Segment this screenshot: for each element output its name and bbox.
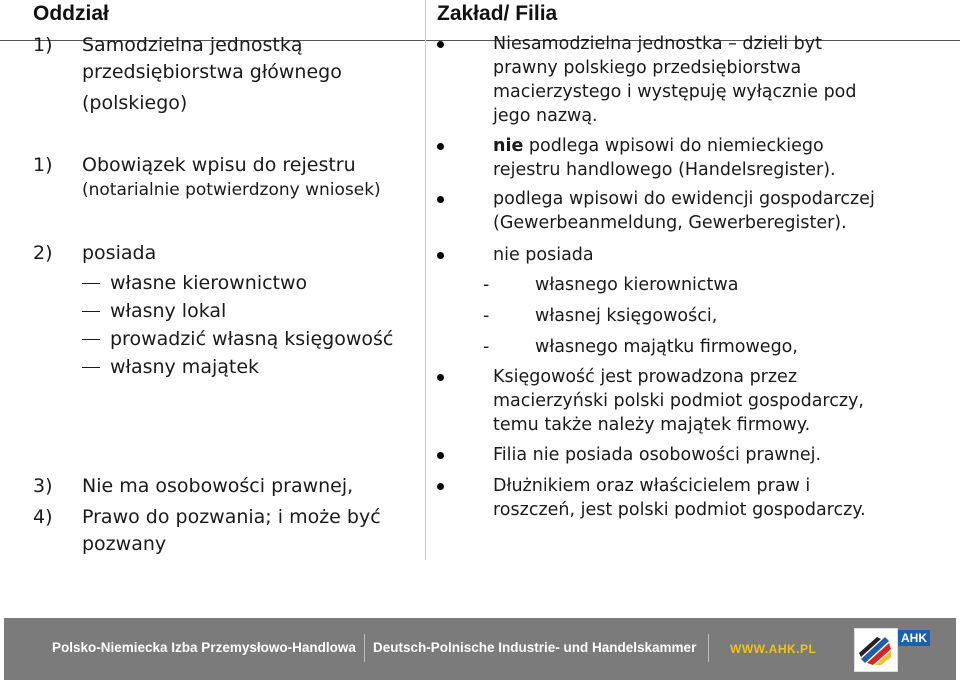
left-item-2-line-1: Obowiązek wpisu do rejestru bbox=[82, 154, 356, 176]
left-sub-item-3: prowadzić własną księgowość bbox=[110, 328, 394, 350]
left-item-2-number: 1) bbox=[33, 154, 53, 176]
ahk-logo-icon bbox=[854, 628, 898, 672]
left-item-4-text: Nie ma osobowości prawnej, bbox=[82, 475, 354, 497]
dash-icon bbox=[82, 311, 100, 312]
right-item-3-line-1: podlega wpisowi do ewidencji gospodarczej bbox=[493, 189, 875, 209]
left-item-5-number: 4) bbox=[33, 506, 53, 528]
footer-separator bbox=[364, 634, 365, 662]
bullet-icon bbox=[437, 483, 444, 490]
bullet-icon bbox=[437, 196, 444, 203]
left-item-1-number: 1) bbox=[33, 34, 53, 56]
right-sub-item-1: własnego kierownictwa bbox=[535, 275, 739, 295]
footer-polish-chamber-name: Polsko-Niemiecka Izba Przemysłowo-Handlowa bbox=[52, 640, 356, 655]
left-item-4-number: 3) bbox=[33, 475, 53, 497]
footer-german-chamber-name: Deutsch-Polnische Industrie- und Handelskammer bbox=[373, 640, 697, 655]
dash-icon bbox=[82, 339, 100, 340]
left-sub-item-1: własne kierownictwo bbox=[110, 272, 308, 294]
footer-bar bbox=[4, 618, 956, 680]
left-item-3-number: 2) bbox=[33, 242, 53, 264]
left-sub-item-2: własny lokal bbox=[110, 300, 227, 322]
right-sub-item-3: własnego majątku firmowego, bbox=[535, 337, 798, 357]
left-item-2-line-2: (notarialnie potwierdzony wniosek) bbox=[82, 180, 381, 200]
right-item-1-line-3: macierzystego i występuję wyłącznie pod bbox=[493, 82, 857, 102]
hyphen-marker: - bbox=[483, 275, 490, 295]
ahk-logo bbox=[854, 628, 927, 670]
right-item-2-bold: nie bbox=[493, 136, 524, 156]
dash-icon bbox=[82, 367, 100, 368]
right-item-5-line-3: temu także należy majątek firmowy. bbox=[493, 415, 811, 435]
right-item-7-line-2: roszczeń, jest polski podmiot gospodarczy. bbox=[493, 500, 866, 520]
bullet-icon bbox=[437, 252, 444, 259]
left-item-1-line-3: (polskiego) bbox=[82, 92, 188, 114]
right-sub-item-2: własnej księgowości, bbox=[535, 306, 718, 326]
right-item-1-line-4: jego nazwą. bbox=[493, 106, 598, 126]
hyphen-marker: - bbox=[483, 337, 490, 357]
bullet-icon bbox=[437, 41, 444, 48]
left-sub-item-4: własny majątek bbox=[110, 356, 260, 378]
right-item-3-line-2: (Gewerbeanmeldung, Gewerberegister). bbox=[493, 213, 847, 233]
right-item-5-line-2: macierzyński polski podmiot gospodarczy, bbox=[493, 391, 864, 411]
hyphen-marker: - bbox=[483, 306, 490, 326]
bullet-icon bbox=[437, 452, 444, 459]
right-item-2-rest: podlega wpisowi do niemieckiego bbox=[523, 136, 824, 156]
footer-website-link[interactable]: WWW.AHK.PL bbox=[730, 642, 817, 656]
column-divider bbox=[425, 0, 426, 560]
right-header: Zakład/ Filia bbox=[437, 2, 558, 25]
dash-icon bbox=[82, 283, 100, 284]
right-item-7-line-1: Dłużnikiem oraz właścicielem praw i bbox=[493, 476, 811, 496]
right-item-2-line-1 bbox=[493, 134, 824, 158]
right-item-4-text: nie posiada bbox=[493, 245, 594, 265]
ahk-logo-text: AHK bbox=[898, 630, 930, 646]
right-item-2-line-2: rejestru handlowego (Handelsregister). bbox=[493, 160, 836, 180]
bullet-icon bbox=[437, 374, 444, 381]
right-item-1-line-2: prawny polskiego przedsiębiorstwa bbox=[493, 58, 802, 78]
footer-separator bbox=[708, 634, 709, 662]
left-item-5-line-2: pozwany bbox=[82, 533, 167, 555]
left-item-1-line-2: przedsiębiorstwa głównego bbox=[82, 61, 342, 83]
left-item-1-line-1: Samodzielna jednostką bbox=[82, 34, 303, 56]
right-item-6-text: Filia nie posiada osobowości prawnej. bbox=[493, 445, 822, 465]
right-item-1-line-1: Niesamodzielna jednostka – dzieli byt bbox=[493, 34, 822, 54]
left-header: Oddział bbox=[33, 2, 109, 25]
left-item-3-text: posiada bbox=[82, 242, 157, 264]
bullet-icon bbox=[437, 143, 444, 150]
left-item-5-line-1: Prawo do pozwania; i może być bbox=[82, 506, 381, 528]
right-item-5-line-1: Księgowość jest prowadzona przez bbox=[493, 367, 798, 387]
